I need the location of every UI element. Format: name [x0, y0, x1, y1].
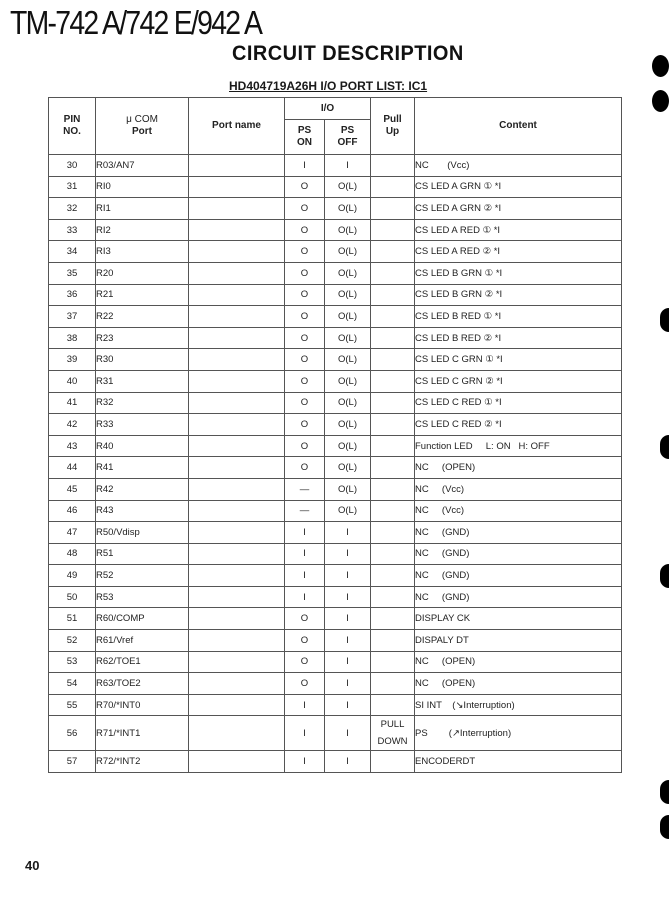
content-cell: CS LED A RED ① *I	[415, 219, 622, 241]
ps-on-cell: O	[285, 349, 325, 371]
content-cell: CS LED B GRN ② *I	[415, 284, 622, 306]
header-ps-on	[285, 120, 325, 155]
com-port-cell: R51	[96, 543, 189, 565]
pull-up-cell	[371, 630, 415, 652]
ps-on-cell: O	[285, 630, 325, 652]
ps-on-cell: —	[285, 500, 325, 522]
pin-cell: 33	[49, 219, 96, 241]
header-pin-no	[49, 98, 96, 155]
table-row	[49, 435, 622, 457]
table-row	[49, 751, 622, 773]
port-name-cell	[189, 751, 285, 773]
header-ps-on-line2: ON	[297, 137, 312, 148]
content-cell: NC (GND)	[415, 522, 622, 544]
ps-on-cell: O	[285, 457, 325, 479]
pull-up-cell	[371, 651, 415, 673]
pin-cell: 35	[49, 262, 96, 284]
model-title: TM-742 A/742 E/942 A	[10, 4, 262, 41]
table-row	[49, 630, 622, 652]
header-com-line1: μ COM	[126, 114, 158, 125]
header-com-line2: Port	[132, 126, 152, 137]
pin-cell: 46	[49, 500, 96, 522]
content-cell: NC (OPEN)	[415, 651, 622, 673]
ps-off-cell: I	[325, 543, 371, 565]
table-body	[49, 155, 622, 773]
ps-off-cell: O(L)	[325, 284, 371, 306]
com-port-cell: R63/TOE2	[96, 673, 189, 695]
port-name-cell	[189, 565, 285, 587]
pull-up-cell: PULL DOWN	[371, 716, 415, 751]
ps-off-cell: O(L)	[325, 435, 371, 457]
port-name-cell	[189, 522, 285, 544]
port-name-cell	[189, 457, 285, 479]
com-port-cell: R62/TOE1	[96, 651, 189, 673]
section-title: CIRCUIT DESCRIPTION	[232, 42, 464, 65]
binder-hole	[652, 55, 669, 77]
ps-on-cell: O	[285, 370, 325, 392]
ps-on-cell: O	[285, 414, 325, 436]
content-cell: CS LED C GRN ① *I	[415, 349, 622, 371]
header-content: Content	[415, 98, 622, 155]
table-row	[49, 543, 622, 565]
table-caption: HD404719A26H I/O PORT LIST: IC1	[229, 79, 428, 93]
pin-cell: 51	[49, 608, 96, 630]
pull-up-cell	[371, 198, 415, 220]
ps-off-cell: I	[325, 673, 371, 695]
header-pull-up-line1: Pull	[383, 114, 402, 125]
pull-up-cell	[371, 522, 415, 544]
port-name-cell	[189, 241, 285, 263]
pull-up-cell	[371, 219, 415, 241]
pin-cell: 48	[49, 543, 96, 565]
content-cell: CS LED C RED ② *I	[415, 414, 622, 436]
content-cell: DISPLAY CK	[415, 608, 622, 630]
table-row	[49, 176, 622, 198]
table-row	[49, 155, 622, 177]
ps-off-cell: O(L)	[325, 176, 371, 198]
com-port-cell: R33	[96, 414, 189, 436]
table-row	[49, 478, 622, 500]
com-port-cell: R52	[96, 565, 189, 587]
port-name-cell	[189, 392, 285, 414]
ps-off-cell: O(L)	[325, 219, 371, 241]
com-port-cell: R60/COMP	[96, 608, 189, 630]
com-port-cell: R30	[96, 349, 189, 371]
pin-cell: 50	[49, 586, 96, 608]
content-cell: CS LED B GRN ① *I	[415, 262, 622, 284]
com-port-cell: R71/*INT1	[96, 716, 189, 751]
pull-up-cell	[371, 751, 415, 773]
ps-on-cell: I	[285, 694, 325, 716]
pin-cell: 30	[49, 155, 96, 177]
com-port-cell: R31	[96, 370, 189, 392]
binder-hole	[660, 308, 669, 332]
content-cell: NC (GND)	[415, 543, 622, 565]
ps-off-cell: O(L)	[325, 198, 371, 220]
io-port-table	[48, 97, 622, 773]
ps-off-cell: O(L)	[325, 306, 371, 328]
table-row	[49, 370, 622, 392]
binder-hole	[660, 815, 669, 839]
ps-on-cell: O	[285, 284, 325, 306]
header-pin-no-line2: NO.	[63, 126, 81, 137]
pin-cell: 49	[49, 565, 96, 587]
table-row	[49, 198, 622, 220]
ps-on-cell: O	[285, 327, 325, 349]
pin-cell: 38	[49, 327, 96, 349]
com-port-cell: R72/*INT2	[96, 751, 189, 773]
ps-off-cell: I	[325, 694, 371, 716]
com-port-cell: RI2	[96, 219, 189, 241]
port-name-cell	[189, 219, 285, 241]
table-row	[49, 241, 622, 263]
pin-cell: 43	[49, 435, 96, 457]
com-port-cell: R61/Vref	[96, 630, 189, 652]
com-port-cell: R53	[96, 586, 189, 608]
content-cell: CS LED A GRN ② *I	[415, 198, 622, 220]
ps-on-cell: O	[285, 176, 325, 198]
pin-cell: 54	[49, 673, 96, 695]
ps-on-cell: I	[285, 522, 325, 544]
ps-off-cell: I	[325, 608, 371, 630]
port-name-cell	[189, 630, 285, 652]
pull-up-cell	[371, 155, 415, 177]
ps-off-cell: O(L)	[325, 478, 371, 500]
page-number: 40	[25, 858, 40, 873]
pull-up-cell	[371, 435, 415, 457]
content-cell: CS LED B RED ① *I	[415, 306, 622, 328]
pull-up-cell	[371, 500, 415, 522]
port-name-cell	[189, 262, 285, 284]
port-name-cell	[189, 543, 285, 565]
ps-on-cell: I	[285, 155, 325, 177]
ps-on-cell: O	[285, 241, 325, 263]
table-row	[49, 500, 622, 522]
port-name-cell	[189, 198, 285, 220]
pull-up-cell	[371, 586, 415, 608]
ps-off-cell: I	[325, 155, 371, 177]
com-port-cell: R41	[96, 457, 189, 479]
com-port-cell: R40	[96, 435, 189, 457]
header-ps-off-line2: OFF	[337, 137, 358, 148]
port-name-cell	[189, 673, 285, 695]
port-name-cell	[189, 608, 285, 630]
ps-on-cell: O	[285, 392, 325, 414]
table-row	[49, 586, 622, 608]
pull-up-cell	[371, 478, 415, 500]
com-port-cell: RI1	[96, 198, 189, 220]
header-io: I/O	[285, 98, 371, 120]
binder-hole	[652, 90, 669, 112]
pull-up-cell	[371, 543, 415, 565]
com-port-cell: R43	[96, 500, 189, 522]
content-cell: NC (OPEN)	[415, 673, 622, 695]
port-name-cell	[189, 435, 285, 457]
pull-up-cell	[371, 457, 415, 479]
port-name-cell	[189, 500, 285, 522]
ps-off-cell: I	[325, 716, 371, 751]
ps-off-cell: O(L)	[325, 500, 371, 522]
pin-cell: 47	[49, 522, 96, 544]
pin-cell: 42	[49, 414, 96, 436]
table-row	[49, 522, 622, 544]
content-cell: CS LED A GRN ① *I	[415, 176, 622, 198]
ps-on-cell: O	[285, 198, 325, 220]
content-cell: NC (GND)	[415, 586, 622, 608]
table-row	[49, 716, 622, 751]
ps-off-cell: O(L)	[325, 392, 371, 414]
com-port-cell: R21	[96, 284, 189, 306]
header-port-name: Port name	[189, 98, 285, 155]
ps-off-cell: I	[325, 586, 371, 608]
pull-up-cell	[371, 608, 415, 630]
header-ps-off-line1: PS	[340, 125, 355, 136]
table-row	[49, 694, 622, 716]
pin-cell: 39	[49, 349, 96, 371]
ps-on-cell: O	[285, 219, 325, 241]
ps-on-cell: O	[285, 673, 325, 695]
header-ps-off	[325, 120, 371, 155]
content-cell: CS LED C RED ① *I	[415, 392, 622, 414]
pull-up-cell	[371, 327, 415, 349]
ps-on-cell: —	[285, 478, 325, 500]
content-cell: Function LED L: ON H: OFF	[415, 435, 622, 457]
header-pin-no-line1: PIN	[63, 114, 81, 125]
pin-cell: 32	[49, 198, 96, 220]
com-port-cell: R03/AN7	[96, 155, 189, 177]
table-row	[49, 651, 622, 673]
pin-cell: 31	[49, 176, 96, 198]
ps-on-cell: I	[285, 716, 325, 751]
com-port-cell: R22	[96, 306, 189, 328]
binder-hole	[660, 780, 669, 804]
ps-off-cell: O(L)	[325, 327, 371, 349]
ps-on-cell: I	[285, 751, 325, 773]
port-name-cell	[189, 284, 285, 306]
com-port-cell: R20	[96, 262, 189, 284]
pull-up-cell	[371, 673, 415, 695]
pin-cell: 37	[49, 306, 96, 328]
table-row	[49, 219, 622, 241]
content-cell: CS LED B RED ② *I	[415, 327, 622, 349]
com-port-cell: RI3	[96, 241, 189, 263]
header-com-port	[96, 98, 189, 155]
com-port-cell: R42	[96, 478, 189, 500]
port-name-cell	[189, 478, 285, 500]
pull-up-cell	[371, 565, 415, 587]
ps-on-cell: O	[285, 608, 325, 630]
pin-cell: 40	[49, 370, 96, 392]
com-port-cell: R50/Vdisp	[96, 522, 189, 544]
port-name-cell	[189, 694, 285, 716]
content-cell: NC (Vcc)	[415, 478, 622, 500]
pull-up-cell	[371, 306, 415, 328]
table-row	[49, 414, 622, 436]
table-row	[49, 673, 622, 695]
pin-cell: 45	[49, 478, 96, 500]
com-port-cell: RI0	[96, 176, 189, 198]
table-row	[49, 262, 622, 284]
ps-off-cell: O(L)	[325, 241, 371, 263]
ps-on-cell: O	[285, 306, 325, 328]
content-cell: CS LED A RED ② *I	[415, 241, 622, 263]
table-header-row	[49, 98, 622, 120]
table-row	[49, 608, 622, 630]
port-name-cell	[189, 155, 285, 177]
table-row	[49, 349, 622, 371]
ps-off-cell: I	[325, 651, 371, 673]
content-cell: PS (↗Interruption)	[415, 716, 622, 751]
pin-cell: 53	[49, 651, 96, 673]
ps-on-cell: O	[285, 651, 325, 673]
pin-cell: 55	[49, 694, 96, 716]
port-name-cell	[189, 716, 285, 751]
port-name-cell	[189, 370, 285, 392]
ps-off-cell: I	[325, 522, 371, 544]
header-ps-on-line1: PS	[297, 125, 312, 136]
pin-cell: 52	[49, 630, 96, 652]
port-name-cell	[189, 327, 285, 349]
content-cell: SI INT (↘Interruption)	[415, 694, 622, 716]
table-row	[49, 392, 622, 414]
pull-up-cell	[371, 414, 415, 436]
binder-hole	[660, 435, 669, 459]
com-port-cell: R70/*INT0	[96, 694, 189, 716]
ps-on-cell: O	[285, 262, 325, 284]
pull-up-cell	[371, 241, 415, 263]
port-name-cell	[189, 306, 285, 328]
table-row	[49, 457, 622, 479]
port-name-cell	[189, 176, 285, 198]
pull-up-cell	[371, 262, 415, 284]
header-pull-up-line2: Up	[385, 126, 400, 137]
com-port-cell: R23	[96, 327, 189, 349]
ps-off-cell: O(L)	[325, 262, 371, 284]
pull-up-cell	[371, 284, 415, 306]
ps-off-cell: I	[325, 751, 371, 773]
ps-off-cell: I	[325, 630, 371, 652]
table-row	[49, 327, 622, 349]
ps-on-cell: O	[285, 435, 325, 457]
ps-on-cell: I	[285, 543, 325, 565]
table-row	[49, 565, 622, 587]
pull-up-cell	[371, 176, 415, 198]
port-name-cell	[189, 586, 285, 608]
ps-off-cell: O(L)	[325, 414, 371, 436]
pin-cell: 56	[49, 716, 96, 751]
ps-on-cell: I	[285, 565, 325, 587]
pin-cell: 41	[49, 392, 96, 414]
binder-hole	[660, 564, 669, 588]
pull-up-cell	[371, 694, 415, 716]
pin-cell: 36	[49, 284, 96, 306]
port-name-cell	[189, 651, 285, 673]
table-row	[49, 284, 622, 306]
content-cell: NC (Vcc)	[415, 500, 622, 522]
ps-off-cell: O(L)	[325, 349, 371, 371]
pull-up-cell	[371, 349, 415, 371]
pull-up-cell	[371, 370, 415, 392]
content-cell: NC (GND)	[415, 565, 622, 587]
content-cell: CS LED C GRN ② *I	[415, 370, 622, 392]
com-port-cell: R32	[96, 392, 189, 414]
content-cell: NC (Vcc)	[415, 155, 622, 177]
port-name-cell	[189, 414, 285, 436]
ps-off-cell: O(L)	[325, 457, 371, 479]
ps-on-cell: I	[285, 586, 325, 608]
pin-cell: 57	[49, 751, 96, 773]
header-pull-up	[371, 98, 415, 155]
port-name-cell	[189, 349, 285, 371]
pull-up-cell	[371, 392, 415, 414]
content-cell: ENCODERDT	[415, 751, 622, 773]
content-cell: NC (OPEN)	[415, 457, 622, 479]
content-cell: DISPALY DT	[415, 630, 622, 652]
pin-cell: 34	[49, 241, 96, 263]
ps-off-cell: I	[325, 565, 371, 587]
table-row	[49, 306, 622, 328]
pin-cell: 44	[49, 457, 96, 479]
ps-off-cell: O(L)	[325, 370, 371, 392]
